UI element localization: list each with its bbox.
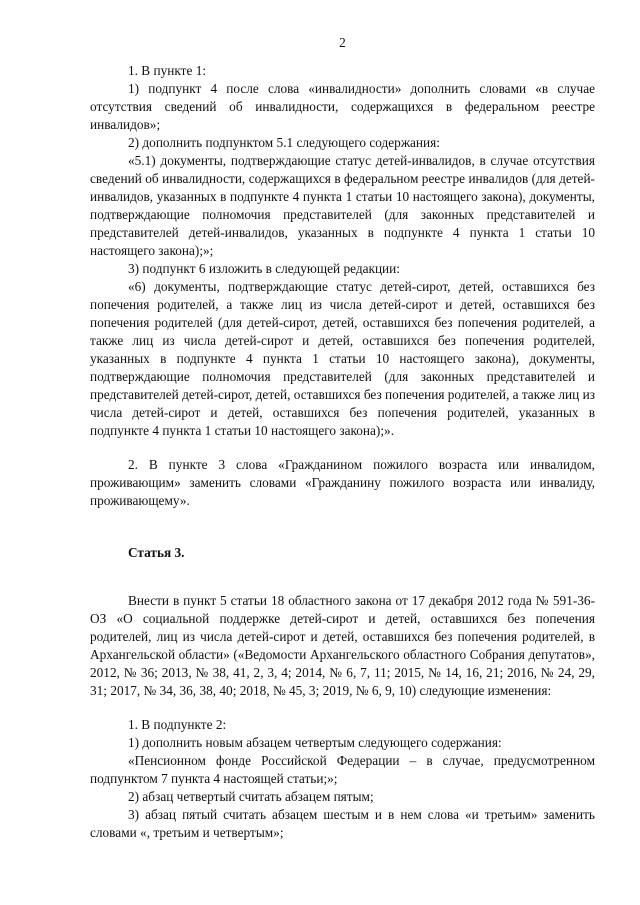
paragraph: 2) дополнить подпунктом 5.1 следующего содержания: [128, 135, 440, 150]
paragraph: 1. В пункте 1: [128, 63, 207, 78]
paragraph: 1) подпункт 4 после слова «инвалидности» дополнить словами «в случае отсутствия сведений об инвалидности, содержащихся в федеральном реестре инвалидов»; [90, 81, 595, 132]
paragraph: «5.1) документы, подтверждающие статус детей-инвалидов, в случае отсутствия сведений об инвалидности, содержащихся в федеральном реестре инвалидов (для детей-инвалидов, указанных в подпункте 4 пункта 1 статьи 10 настоящего закона), документы, подтверждающие полномочия представителей (для законных представителей и представителей детей-инвалидов, указанных в подпункте 4 пункта 1 статьи 10 настоящего закона);»; [90, 153, 595, 258]
paragraph: «6) документы, подтверждающие статус детей-сирот, детей, оставшихся без попечения родителей, а также лиц из числа детей-сирот и детей, оставшихся без попечения родителей (для детей-сирот, детей, оставшихся без попечения родителей, а также лиц из числа детей-сирот и детей, оставшихся без попечения родителей, указанных в подпункте 4 пункта 1 статьи 10 настоящего закона), документы, подтверждающие полномочия представителей (для законных представителей и представителей детей-сирот, детей, оставшихся без попечения родителей, а также лиц из числа детей-сирот и детей, оставшихся без попечения родителей, указанных в подпункте 4 пункта 1 статьи 10 настоящего закона);». [90, 279, 595, 438]
paragraph: Внести в пункт 5 статьи 18 областного закона от 17 декабря 2012 года № 591-36-ОЗ «О социальной поддержке детей-сирот и детей, оставшихся без попечения родителей, лиц из числа детей-сирот и детей, оставшихся без попечения родителей, в Архангельской области» («Ведомости Архангельского областного Собрания депутатов», 2012, № 36; 2013, № 38, 41, 2, 3, 4; 2014, № 6, 7, 11; 2015, № 14, 16, 21; 2016, № 24, 29, 31; 2017, № 34, 36, 38, 40; 2018, № 45, 3; 2019, № 6, 9, 10) следующие изменения: [90, 593, 595, 698]
paragraph: 1) дополнить новым абзацем четвертым следующего содержания: [128, 735, 502, 750]
article-heading: Статья 3. [128, 545, 185, 560]
paragraph: 3) абзац пятый считать абзацем шестым и в нем слова «и третьим» заменить словами «, третьим и четвертым»; [90, 807, 595, 840]
paragraph: 3) подпункт 6 изложить в следующей редакции: [128, 261, 400, 276]
page-number: 2 [339, 35, 346, 50]
document-page [90, 34, 595, 842]
paragraph: 1. В подпункте 2: [128, 717, 227, 732]
paragraph: 2. В пункте 3 слова «Гражданином пожилого возраста или инвалидом, проживающим» заменить словами «Гражданину пожилого возраста или инвалиду, проживающему». [90, 457, 595, 508]
paragraph: 2) абзац четвертый считать абзацем пятым; [128, 789, 374, 804]
paragraph: «Пенсионном фонде Российской Федерации – в случае, предусмотренном подпунктом 7 пункта 4 настоящей статьи;»; [90, 753, 595, 786]
